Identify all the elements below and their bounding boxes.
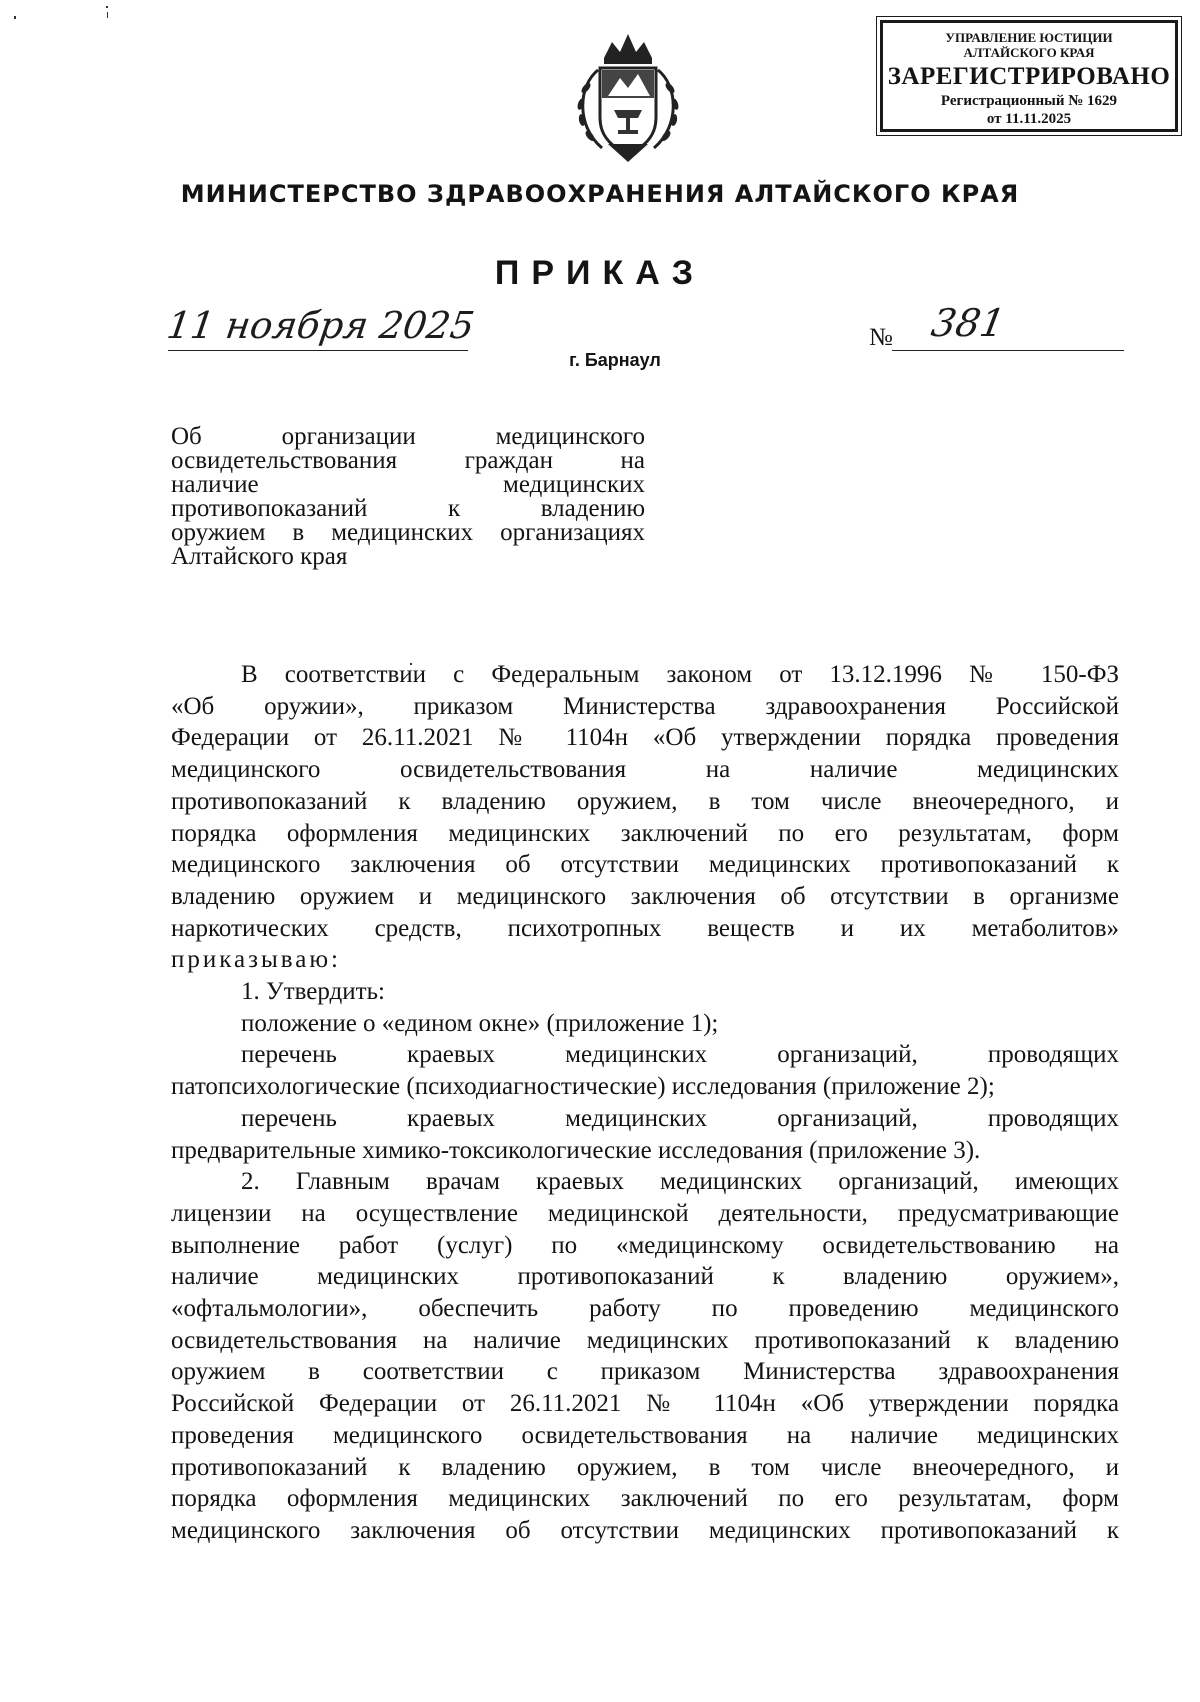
registration-stamp	[880, 20, 1178, 132]
text-line: предварительные химико-токсикологические исследования (приложение 3).	[171, 1136, 981, 1164]
text-line: перечень краевых медицинских организаций, проводящих	[241, 1041, 1119, 1069]
preamble-paragraph	[171, 659, 1119, 976]
handwritten-date: 11 ноября 2025	[164, 304, 477, 347]
text-line: медицинского освидетельствования на наличие медицинских	[171, 756, 1119, 784]
text-line: противопоказаний к владению оружием, в том числе внеочередного, и	[171, 1453, 1119, 1481]
text-line: оружием в соответствии с приказом Министерства здравоохранения	[171, 1358, 1119, 1386]
text-line: проведения медицинского освидетельствования на наличие медицинских	[171, 1421, 1119, 1449]
text-line: владению оружием и медицинского заключения об отсутствии в организме	[171, 882, 1119, 910]
item-1-heading: 1. Утвердить:	[241, 978, 385, 1006]
text-line: порядка оформления медицинских заключений по его результатам, форм	[171, 1485, 1119, 1513]
item-2	[171, 1166, 1119, 1546]
text-line: медицинского заключения об отсутствии медицинских противопоказаний к	[171, 1516, 1119, 1544]
text-line: перечень краевых медицинских организаций, проводящих	[241, 1104, 1119, 1132]
ministry-name: МИНИСТЕРСТВО ЗДРАВООХРАНЕНИЯ АЛТАЙСКОГО КРАЯ	[180, 180, 1020, 208]
item-1	[171, 976, 1119, 1166]
order-subject	[171, 425, 645, 569]
text-line: лицензии на осуществление медицинской деятельности, предусматривающие	[171, 1199, 1119, 1227]
text-line: наличие медицинских противопоказаний к владению оружием»,	[171, 1263, 1119, 1291]
subject-line: Алтайского края	[171, 543, 348, 570]
text-line: «Об оружии», приказом Министерства здравоохранения Российской	[171, 692, 1119, 720]
subject-line: наличие медицинских	[171, 471, 645, 498]
stamp-reg-date: от 11.11.2025	[986, 111, 1072, 127]
text-line: противопоказаний к владению оружием, в том числе внеочередного, и	[171, 787, 1119, 815]
text-line: Российской Федерации от 26.11.2021 № 1104н «Об утверждении порядка	[171, 1390, 1119, 1418]
subject-line: освидетельствования граждан на	[171, 447, 645, 474]
document-type: ПРИКАЗ	[494, 254, 706, 292]
text-line: В соответствии с Федеральным законом от 13.12.1996 № 150-ФЗ	[241, 661, 1119, 688]
stamp-organization: УПРАВЛЕНИЕ ЮСТИЦИИ АЛТАЙСКОГО КРАЯ	[945, 30, 1113, 60]
city: г. Барнаул	[569, 350, 661, 370]
text-line: выполнение работ (услуг) по «медицинскому освидетельствованию на	[171, 1231, 1119, 1259]
text-line: патопсихологические (психодиагностические) исследования (приложение 2);	[171, 1073, 995, 1101]
stamp-status: ЗАРЕГИСТРИРОВАНО	[887, 63, 1171, 90]
stamp-reg-number: Регистрационный № 1629	[940, 93, 1118, 109]
handwritten-number: 381	[928, 301, 1009, 345]
subject-line: противопоказаний к владению	[171, 495, 645, 522]
text-line: порядка оформления медицинских заключений по его результатам, форм	[171, 819, 1119, 847]
subject-line: оружием в медицинских организациях	[171, 519, 645, 546]
text-line: освидетельствования на наличие медицинских противопоказаний к владению	[171, 1326, 1119, 1354]
text-line: наркотических средств, психотропных веществ и их метаболитов»	[171, 914, 1119, 942]
text-line: «офтальмологии», обеспечить работу по проведению медицинского	[171, 1295, 1119, 1323]
item-1-a: положение о «едином окне» (приложение 1);	[241, 1009, 719, 1037]
text-line: Федерации от 26.11.2021 № 1104н «Об утверждении порядка проведения	[171, 724, 1119, 752]
text-line: медицинского заключения об отсутствии медицинских противопоказаний к	[171, 851, 1119, 879]
text-line: 2. Главным врачам краевых медицинских организаций, имеющих	[241, 1168, 1119, 1196]
number-label: №	[869, 324, 893, 351]
altai-krai-coat-of-arms-icon	[568, 26, 688, 168]
subject-line: Об организации медицинского	[171, 423, 645, 450]
order-body	[171, 659, 1119, 1547]
decree-word: приказываю:	[171, 946, 341, 974]
